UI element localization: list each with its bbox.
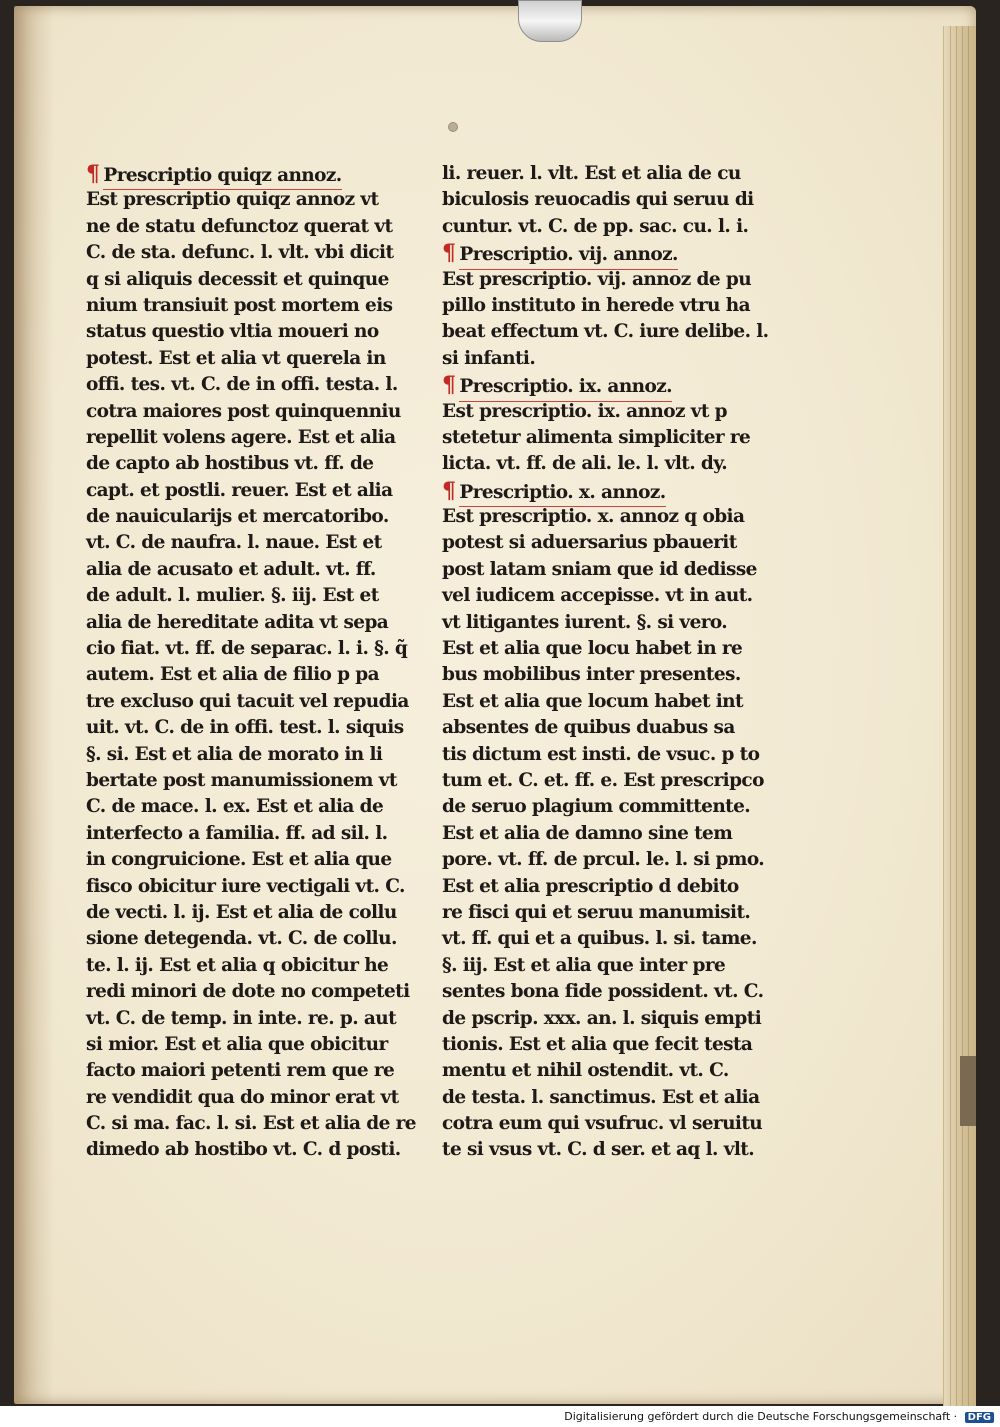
line-text: li. reuer. l. vlt. Est et alia de cu — [442, 163, 741, 184]
gutter-shadow — [14, 6, 54, 1404]
page-clip — [518, 0, 582, 42]
text-line — [442, 425, 751, 451]
line-text: mentu et nihil ostendit. vt. C. — [442, 1060, 729, 1082]
line-text: cio fiat. vt. ff. de separac. l. i. §. q̃ — [86, 638, 408, 660]
dfg-logo: DFG — [965, 1412, 994, 1423]
manuscript-page — [14, 6, 976, 1404]
text-line — [86, 794, 386, 820]
line-text: facto maiori petenti rem que re — [86, 1060, 395, 1082]
text-line — [442, 504, 745, 530]
line-text: interfecto a familia. ff. ad sil. l. — [86, 822, 388, 844]
text-line — [86, 451, 386, 477]
text-line — [442, 610, 732, 636]
text-line — [442, 900, 751, 926]
text-line — [86, 425, 396, 451]
line-text: capt. et postli. reuer. Est et alia — [86, 479, 393, 501]
rubric-pilcrow-icon: ¶ — [442, 477, 456, 504]
text-line — [442, 953, 732, 979]
rubric-pilcrow-icon: ¶ — [442, 372, 456, 399]
line-text: ne de statu defunctoz querat vt — [86, 215, 393, 237]
section-heading: Prescriptio. ix. annoz. — [459, 374, 672, 401]
text-line — [442, 742, 760, 768]
text-line — [86, 821, 386, 847]
line-text: tionis. Est et alia que fecit testa — [442, 1033, 753, 1055]
text-line — [86, 979, 410, 1005]
binding-hole — [448, 122, 458, 132]
line-text: re vendidit qua do minor erat vt — [86, 1086, 399, 1108]
text-line — [442, 399, 732, 425]
text-line — [86, 742, 386, 768]
text-line — [442, 794, 751, 820]
line-text: repellit volens agere. Est et alia — [86, 426, 396, 448]
text-line — [442, 293, 750, 319]
text-line — [86, 636, 408, 662]
line-text: sentes bona fide possident. vt. C. — [442, 981, 764, 1003]
line-text: redi minori de dote no competeti — [86, 981, 410, 1003]
line-text: cuntur. vt. C. de pp. sac. cu. l. i. — [442, 215, 749, 237]
text-line — [442, 979, 764, 1005]
line-text: status questio vltia moueri no — [86, 321, 379, 343]
text-line — [86, 319, 386, 345]
line-text: vel iudicem accepisse. vt in aut. — [442, 585, 753, 607]
line-text: §. iij. Est et alia que inter pre — [442, 954, 726, 976]
text-line — [86, 874, 405, 900]
line-text: Est prescriptio quiqz annoz vt — [86, 189, 379, 211]
text-line — [86, 478, 393, 504]
right-text-column — [442, 161, 769, 1164]
line-text: absentes de quibus duabus sa — [442, 717, 735, 739]
line-text: Est et alia que locu habet in re — [442, 638, 743, 660]
line-text: potest. Est et alia vt querela in — [86, 347, 386, 369]
line-text: Est prescriptio. vij. annoz de pu — [442, 268, 752, 290]
line-text: te. l. ij. Est et alia q obicitur he — [86, 954, 389, 976]
text-line — [86, 504, 389, 530]
text-line — [86, 847, 392, 873]
line-text: pillo instituto in herede vtru ha — [442, 294, 750, 316]
line-text: fisco obicitur iure vectigali vt. C. — [86, 875, 405, 897]
line-text: si mior. Est et alia que obicitur — [86, 1033, 388, 1055]
text-line — [86, 953, 389, 979]
line-text: cotra eum qui vsufruc. vl seruitu — [442, 1113, 763, 1135]
line-text: potest si aduersarius pbauerit — [442, 532, 737, 554]
bookmark-tab — [960, 1056, 976, 1126]
text-line — [442, 583, 753, 609]
section-heading: Prescriptio. vij. annoz. — [459, 242, 677, 269]
line-text: tre excluso qui tacuit vel repudia — [86, 690, 409, 712]
text-line — [442, 715, 735, 741]
line-text: biculosis reuocadis qui seruu di — [442, 189, 754, 211]
text-line — [442, 451, 732, 477]
text-line — [86, 900, 397, 926]
text-line — [442, 689, 743, 715]
text-line — [86, 399, 401, 425]
line-text: C. de mace. l. ex. Est et alia de — [86, 796, 384, 818]
text-line — [86, 926, 397, 952]
line-text: vt litigantes iurent. §. si vero. — [442, 611, 728, 633]
line-text: Est et alia prescriptio d debito — [442, 875, 739, 897]
text-line — [442, 187, 754, 213]
line-text: Est prescriptio. ix. annoz vt p — [442, 400, 727, 422]
line-text: de nauicularijs et mercatoribo. — [86, 506, 389, 528]
line-text: alia de acusato et adult. vt. ff. — [86, 558, 376, 580]
text-line — [442, 1137, 755, 1163]
line-text: pore. vt. ff. de prcul. le. l. si pmo. — [442, 849, 765, 871]
text-line — [442, 662, 741, 688]
text-line — [442, 1006, 762, 1032]
text-line — [86, 346, 386, 372]
line-text: te si vsus vt. C. d ser. et aq l. vlt. — [442, 1139, 755, 1161]
left-text-column — [86, 161, 416, 1164]
text-line — [86, 293, 393, 319]
text-line — [442, 214, 749, 240]
line-text: q si aliquis decessit et quinque — [86, 268, 389, 290]
line-text: nium transiuit post mortem eis — [86, 294, 393, 316]
line-text: vt. C. de temp. in inte. re. p. aut — [86, 1007, 397, 1029]
text-line — [442, 1085, 760, 1111]
text-line — [86, 1137, 401, 1163]
line-text: bus mobilibus inter presentes. — [442, 664, 741, 686]
line-text: de vecti. l. ij. Est et alia de collu — [86, 901, 397, 923]
text-line — [442, 768, 764, 794]
line-text: Est prescriptio. x. annoz q obia — [442, 506, 745, 528]
line-text: Est et alia que locum habet int — [442, 690, 743, 712]
line-text: C. si ma. fac. l. si. Est et alia de re — [86, 1113, 416, 1135]
line-text: de pscrip. xxx. an. l. siquis empti — [442, 1007, 762, 1029]
text-line — [86, 557, 386, 583]
text-line — [442, 926, 757, 952]
text-line — [442, 240, 732, 266]
text-line — [86, 689, 409, 715]
line-text: in congruicione. Est et alia que — [86, 849, 392, 871]
credit-text: Digitalisierung gefördert durch die Deutsche Forschungsgemeinschaft — [564, 1410, 951, 1423]
line-text: offi. tes. vt. C. de in offi. testa. l. — [86, 374, 398, 396]
text-line — [86, 715, 404, 741]
line-text: vt. ff. qui et a quibus. l. si. tame. — [442, 928, 757, 950]
line-text: si infanti. — [442, 347, 536, 369]
text-line — [442, 821, 732, 847]
line-text: de capto ab hostibus vt. ff. de — [86, 453, 374, 475]
section-heading: Prescriptio. x. annoz. — [459, 480, 665, 507]
line-text: sione detegenda. vt. C. de collu. — [86, 928, 397, 950]
text-line — [442, 319, 769, 345]
text-line — [442, 346, 732, 372]
line-text: de adult. l. mulier. §. iij. Est et — [86, 585, 379, 607]
page-edge-stack — [943, 26, 976, 1406]
text-line — [86, 530, 386, 556]
line-text: alia de hereditate adita vt sepa — [86, 611, 389, 633]
line-text: cotra maiores post quinquenniu — [86, 400, 401, 422]
section-heading: Prescriptio quiqz annoz. — [103, 163, 341, 190]
line-text: beat effectum vt. C. iure delibe. l. — [442, 321, 769, 343]
line-text: re fisci qui et seruu manumisit. — [442, 901, 751, 923]
text-line — [442, 267, 752, 293]
text-line — [86, 372, 398, 398]
text-line — [86, 610, 389, 636]
text-line — [86, 1032, 386, 1058]
line-text: §. si. Est et alia de morato in li — [86, 743, 383, 765]
line-text: post latam sniam que id dedisse — [442, 558, 757, 580]
text-line — [442, 874, 739, 900]
line-text: de testa. l. sanctimus. Est et alia — [442, 1086, 760, 1108]
text-line — [442, 161, 741, 187]
line-text: tis dictum est insti. de vsuc. p to — [442, 743, 760, 765]
text-line — [442, 847, 765, 873]
rubric-pilcrow-icon: ¶ — [442, 240, 456, 267]
line-text: tum et. C. et. ff. e. Est prescripco — [442, 769, 764, 791]
text-line — [86, 267, 389, 293]
line-text: licta. vt. ff. de ali. le. l. vlt. dy. — [442, 453, 728, 475]
text-line — [442, 636, 743, 662]
rubric-pilcrow-icon: ¶ — [86, 161, 100, 187]
line-text: C. de sta. defunc. l. vlt. vbi dicit — [86, 242, 394, 264]
line-text: bertate post manumissionem vt — [86, 769, 397, 791]
line-text: stetetur alimenta simpliciter re — [442, 426, 751, 448]
text-line — [442, 372, 732, 398]
text-line — [86, 1085, 399, 1111]
text-line — [442, 1111, 763, 1137]
text-line — [86, 1111, 416, 1137]
text-line — [442, 1058, 732, 1084]
text-line — [442, 478, 732, 504]
text-line — [86, 187, 386, 213]
text-line — [86, 583, 386, 609]
line-text: vt. C. de naufra. l. naue. Est et — [86, 532, 382, 554]
line-text: autem. Est et alia de filio p pa — [86, 664, 380, 686]
line-text: Est et alia de damno sine tem — [442, 822, 733, 844]
line-text: de seruo plagium committente. — [442, 796, 751, 818]
text-line — [442, 1032, 753, 1058]
digitization-credit: Digitalisierung gefördert durch die Deutsche Forschungsgemeinschaft · DFG — [564, 1410, 994, 1423]
text-line — [86, 768, 397, 794]
text-line — [86, 240, 394, 266]
text-line — [86, 214, 393, 240]
text-line — [86, 161, 386, 187]
text-line — [442, 557, 757, 583]
text-line — [442, 530, 737, 556]
text-line — [86, 1058, 395, 1084]
line-text: dimedo ab hostibo vt. C. d posti. — [86, 1139, 401, 1161]
text-line — [86, 662, 386, 688]
text-line — [86, 1006, 397, 1032]
line-text: uit. vt. C. de in offi. test. l. siquis — [86, 717, 404, 739]
